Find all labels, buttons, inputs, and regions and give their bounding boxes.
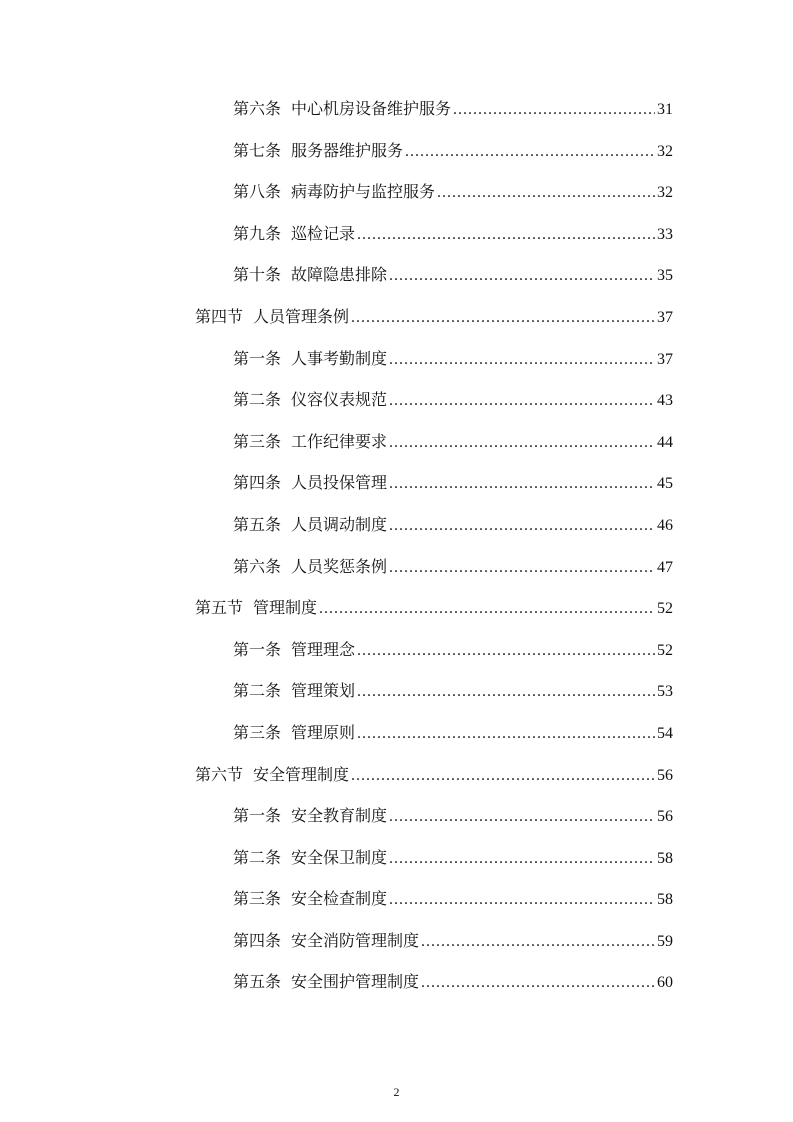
toc-entry-number: 第九条 [233,223,282,243]
toc-dot-leader [357,630,655,672]
toc-entry-title: 病毒防护与监控服务 [291,182,436,202]
toc-entry-number: 第十条 [233,265,282,285]
toc-entry-number: 第五条 [233,514,282,534]
toc-dot-leader [389,879,655,921]
toc-entry-title: 中心机房设备维护服务 [291,99,452,118]
toc-entry-page: 56 [657,808,673,826]
toc-entry-number: 第七条 [233,140,282,160]
toc-entry-title: 人事考勤制度 [291,348,388,368]
toc-article-entry[interactable] [0,379,793,421]
toc-entry-page: 53 [657,683,673,701]
toc-section-entry[interactable] [0,587,793,629]
toc-article-entry[interactable] [0,837,793,879]
toc-dot-leader [405,131,655,173]
toc-entry-number: 第一条 [233,639,282,659]
toc-dot-leader [319,588,655,630]
toc-entry-title: 安全消防管理制度 [291,930,420,950]
toc-entry-title: 管理制度 [253,598,318,618]
toc-article-entry[interactable] [0,421,793,463]
toc-article-entry[interactable] [0,213,793,255]
toc-entry-number: 第二条 [233,681,282,701]
toc-article-entry[interactable] [0,670,793,712]
toc-article-entry[interactable] [0,338,793,380]
toc-article-entry[interactable] [0,462,793,504]
toc-entry-title: 仪容仪表规范 [291,390,388,410]
page-number: 2 [393,1085,400,1099]
toc-dot-leader [389,505,655,547]
toc-dot-leader [357,214,655,256]
toc-entry-title: 安全检查制度 [291,889,388,909]
toc-entry-title: 故障隐患排除 [291,265,388,285]
toc-dot-leader [421,921,655,963]
toc-entry-page: 59 [657,932,673,950]
toc-entry-number: 第三条 [233,889,282,909]
toc-entry-number: 第四条 [233,473,282,493]
toc-entry-number: 第五节 [195,598,244,618]
toc-entry-number: 第二条 [233,847,282,867]
toc-entry-title: 人员调动制度 [291,514,388,534]
toc-entry-page: 46 [657,516,673,534]
toc-entry-title: 工作纪律要求 [291,431,388,451]
toc-entry-title: 安全围护管理制度 [291,972,420,992]
toc-article-entry[interactable] [0,961,793,1003]
toc-article-entry[interactable] [0,920,793,962]
toc-dot-leader [389,547,655,589]
toc-entry-page: 37 [657,308,673,326]
toc-entry-title: 巡检记录 [291,223,356,243]
toc-entry-page: 37 [657,350,673,368]
toc-entry-page: 35 [657,267,673,285]
toc-entry-title: 人员管理条例 [253,306,350,326]
toc-entry-number: 第六条 [233,99,282,118]
toc-entry-title: 管理原则 [291,722,356,742]
toc-entry-page: 45 [657,475,673,493]
toc-article-entry[interactable] [0,712,793,754]
toc-dot-leader [421,962,655,1004]
toc-entry-title: 人员投保管理 [291,473,388,493]
toc-dot-leader [389,838,655,880]
toc-section-entry[interactable] [0,296,793,338]
toc-entry-page: 47 [657,558,673,576]
toc-entry-number: 第四条 [233,930,282,950]
toc-entry-number: 第二条 [233,390,282,410]
toc-section-entry[interactable] [0,754,793,796]
toc-dot-leader [453,89,655,131]
toc-entry-page: 33 [657,225,673,243]
toc-dot-leader [389,339,655,381]
toc-article-entry[interactable] [0,795,793,837]
toc-dot-leader [357,671,655,713]
toc-dot-leader [389,380,655,422]
toc-entry-number: 第六条 [233,556,282,576]
toc-article-entry[interactable] [0,504,793,546]
toc-entry-page: 52 [657,641,673,659]
toc-entry-page: 58 [657,849,673,867]
toc-entry-page: 54 [657,724,673,742]
toc-entry-page: 43 [657,392,673,410]
toc-article-entry[interactable] [0,171,793,213]
toc-dot-leader [351,297,655,339]
toc-entry-number: 第一条 [233,348,282,368]
toc-entry-page: 58 [657,891,673,909]
toc-entry-page: 32 [657,142,673,160]
toc-article-entry[interactable] [0,546,793,588]
toc-entry-number: 第三条 [233,431,282,451]
toc-entry-page: 60 [657,974,673,992]
toc-entry-number: 第八条 [233,182,282,202]
toc-entry-number: 第三条 [233,722,282,742]
toc-dot-leader [357,713,655,755]
toc-entry-title: 管理策划 [291,681,356,701]
toc-article-entry[interactable] [0,130,793,172]
toc-entry-page: 52 [657,600,673,618]
toc-entry-page: 31 [657,101,673,118]
toc-dot-leader [389,255,655,297]
toc-entry-title: 安全教育制度 [291,806,388,826]
toc-entry-page: 44 [657,433,673,451]
toc-entry-title: 安全管理制度 [253,764,350,784]
toc-article-entry[interactable] [0,629,793,671]
toc-entry-title: 人员奖惩条例 [291,556,388,576]
toc-entry-title: 服务器维护服务 [291,140,404,160]
toc-dot-leader [437,172,655,214]
toc-entry-number: 第六节 [195,764,244,784]
toc-entry-title: 管理理念 [291,639,356,659]
toc-entry-number: 第五条 [233,972,282,992]
toc-entry-page: 32 [657,184,673,202]
toc-dot-leader [389,463,655,505]
table-of-contents [0,88,793,1003]
toc-article-entry[interactable] [0,254,793,296]
toc-article-entry[interactable] [0,878,793,920]
toc-article-entry[interactable] [0,88,793,130]
toc-entry-number: 第一条 [233,806,282,826]
toc-entry-title: 安全保卫制度 [291,847,388,867]
toc-entry-number: 第四节 [195,306,244,326]
toc-entry-page: 56 [657,766,673,784]
toc-dot-leader [351,755,655,797]
toc-dot-leader [389,796,655,838]
toc-dot-leader [389,422,655,464]
